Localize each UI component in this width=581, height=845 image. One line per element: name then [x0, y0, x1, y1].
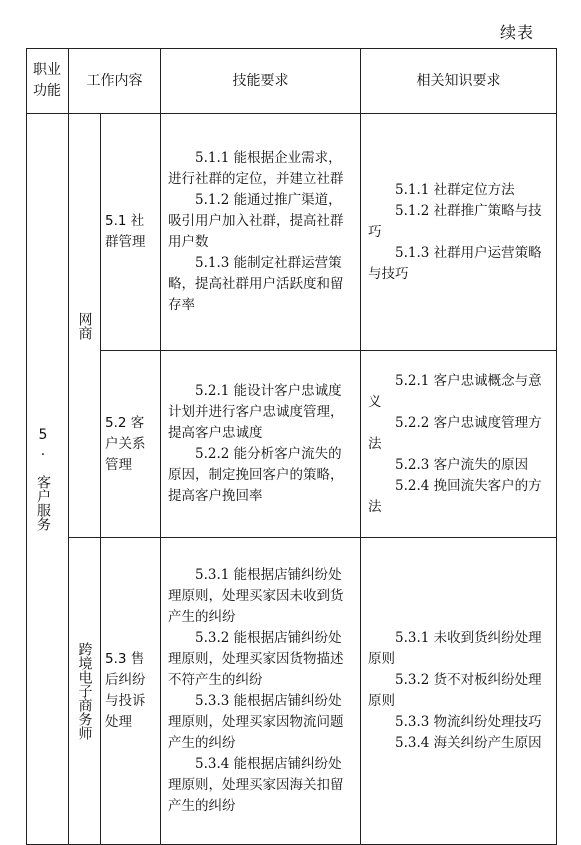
knowledge-cell [361, 351, 557, 538]
continued-label: 续表 [500, 23, 535, 42]
header-knowledge: 相关知识要求 [361, 49, 557, 114]
category-cell [69, 114, 101, 538]
skill-item: 5.1.3 能制定社群运营策略，提高社群用户活跃度和留存率 [168, 255, 344, 313]
category-label: 跨境电子商务师 [76, 642, 93, 740]
knowledge-cell [361, 538, 557, 845]
header-skill: 技能要求 [161, 49, 361, 114]
header-work: 工作内容 [69, 49, 161, 114]
knowledge-cell [361, 114, 557, 351]
work-content-label: 5.2 客户关系管理 [105, 414, 146, 473]
work-content-label: 5.1 社群管理 [105, 213, 146, 250]
knowledge-item: 5.2.1 客户忠诚概念与意义 [368, 372, 542, 410]
skill-cell [161, 351, 361, 538]
header-function: 职业功能 [27, 49, 69, 114]
category-cell [69, 538, 101, 845]
table-row [27, 114, 557, 351]
function-cell [27, 114, 69, 845]
skill-cell [161, 114, 361, 351]
work-content-label: 5.3 售后纠纷与投诉处理 [105, 651, 146, 730]
skill-item: 5.3.4 能根据店铺纠纷处理原则，处理买家因海关扣留产生的纠纷 [168, 756, 344, 814]
skill-item: 5.1.2 能通过推广渠道，吸引用户加入社群，提高社群用户数 [168, 192, 344, 250]
knowledge-item: 5.2.3 客户流失的原因 [395, 456, 529, 473]
knowledge-item: 5.2.4 挽回流失客户的方法 [368, 477, 542, 515]
skill-item: 5.3.2 能根据店铺纠纷处理原则，处理买家因货物描述不符产生的纠纷 [168, 630, 344, 688]
knowledge-item: 5.3.3 物流纠纷处理技巧 [395, 714, 542, 730]
header-row [27, 49, 557, 114]
skill-item: 5.1.1 能根据企业需求，进行社群的定位，并建立社群 [168, 150, 344, 187]
knowledge-item: 5.1.2 社群推广策略与技巧 [368, 202, 542, 240]
knowledge-item: 5.2.2 客户忠诚度管理方法 [368, 414, 542, 452]
skills-table [26, 48, 557, 845]
knowledge-item: 5.3.4 海关纠纷产生原因 [395, 735, 542, 751]
knowledge-item: 5.3.1 未收到货纠纷处理原则 [368, 630, 542, 667]
work-content-cell [101, 351, 161, 538]
knowledge-item: 5.3.2 货不对板纠纷处理原则 [368, 672, 542, 709]
work-content-cell [101, 538, 161, 845]
skill-item: 5.2.2 能分析客户流失的原因，制定挽回客户的策略，提高客户挽回率 [168, 446, 344, 504]
table-row [27, 538, 557, 845]
skill-item: 5.2.1 能设计客户忠诚度计划并进行客户忠诚度管理，提高客户忠诚度 [168, 383, 344, 441]
skill-item: 5.3.3 能根据店铺纠纷处理原则，处理买家因物流问题产生的纠纷 [168, 693, 344, 751]
table-row [27, 351, 557, 538]
knowledge-item: 5.1.3 社群用户运营策略与技巧 [368, 244, 542, 282]
skill-item: 5.3.1 能根据店铺纠纷处理原则，处理买家因未收到货产生的纠纷 [168, 567, 344, 625]
category-label: 网商 [76, 311, 93, 340]
skill-cell [161, 538, 361, 845]
function-label: 5. 客户服务 [35, 427, 51, 531]
knowledge-item: 5.1.1 社群定位方法 [395, 181, 515, 198]
work-content-cell [101, 114, 161, 351]
